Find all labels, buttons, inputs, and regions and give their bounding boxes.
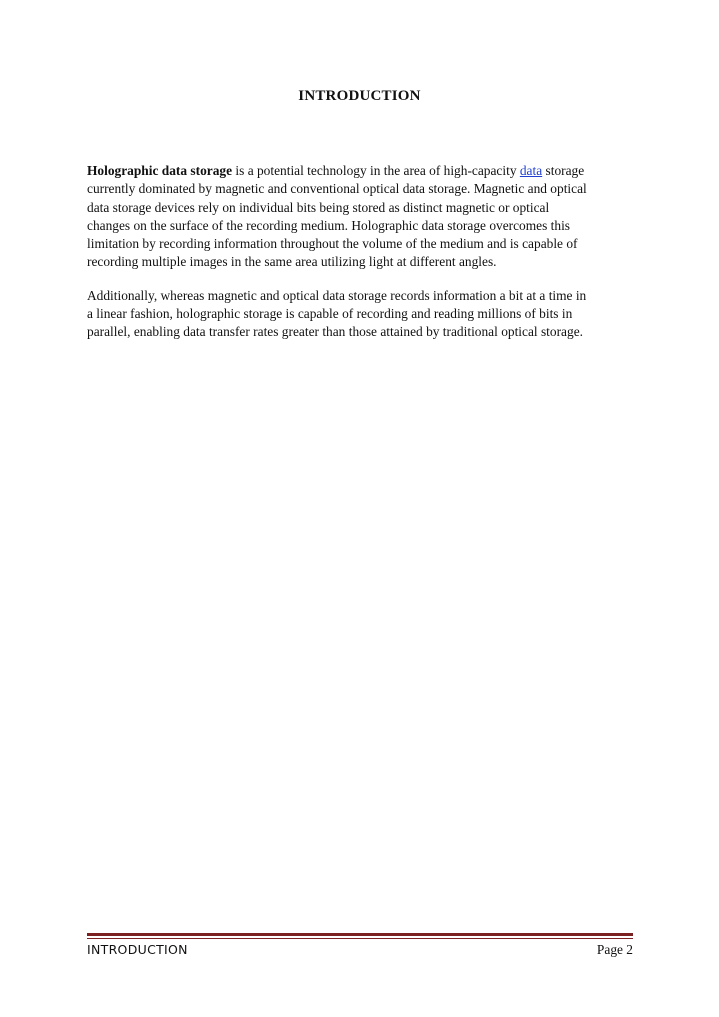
paragraph-line: a linear fashion, holographic storage is capable of recording and reading millions of bits in xyxy=(87,306,573,322)
data-link[interactable]: data xyxy=(519,163,543,178)
footer-page-number: Page 2 xyxy=(596,942,633,957)
page-title: INTRODUCTION xyxy=(298,88,421,104)
paragraph-line: Additionally, whereas magnetic and optical data storage records information a bit at a time in xyxy=(87,287,587,303)
paragraph-line: changes on the surface of the recording medium. Holographic data storage overcomes this xyxy=(87,217,571,233)
after-link-text: storage xyxy=(542,163,585,178)
paragraph-1-line-1 xyxy=(87,162,647,180)
paragraph-2 xyxy=(87,287,647,342)
paragraph-1 xyxy=(87,162,647,272)
paragraph-line: recording multiple images in the same area utilizing light at different angles. xyxy=(87,254,497,270)
paragraph-line: data storage devices rely on individual bits being stored as distinct magnetic or optical xyxy=(87,199,550,215)
document-body xyxy=(87,162,647,357)
footer-divider-thin xyxy=(87,938,633,939)
footer-section-label: INTRODUCTION xyxy=(87,942,188,957)
paragraph-line: parallel, enabling data transfer rates greater than those attained by traditional optical storage. xyxy=(87,324,583,340)
paragraph-line: currently dominated by magnetic and conventional optical data storage. Magnetic and optical xyxy=(87,181,587,197)
lead-text: is a potential technology in the area of high-capacity xyxy=(232,163,520,178)
bold-term: Holographic data storage xyxy=(87,163,233,178)
footer-divider-thick xyxy=(87,933,633,936)
paragraph-line: limitation by recording information throughout the volume of the medium and is capable of xyxy=(87,236,578,252)
